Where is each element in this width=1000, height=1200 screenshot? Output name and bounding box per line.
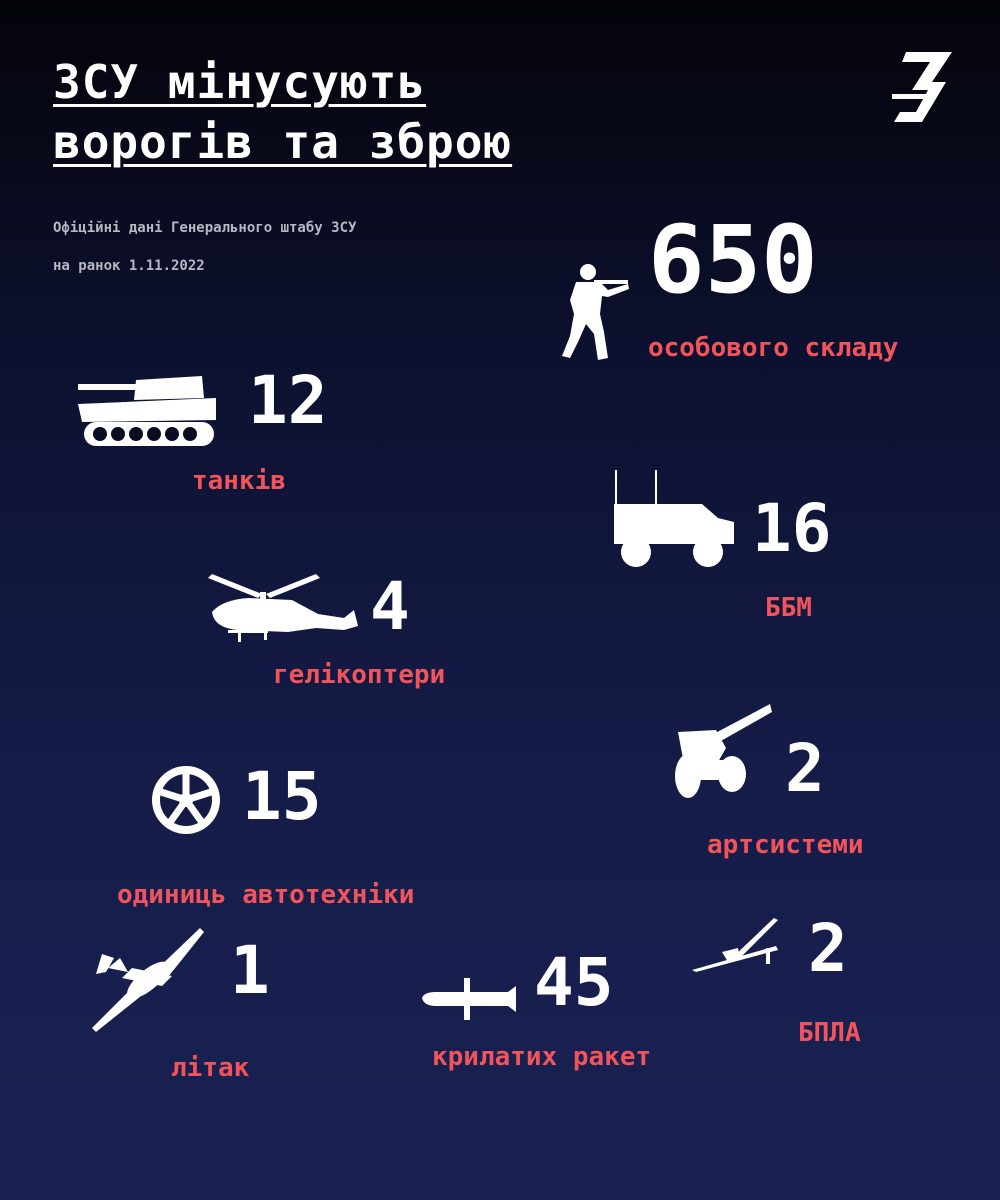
uav-label: БПЛА [798, 1018, 861, 1048]
trident-logo-icon [892, 50, 954, 124]
tanks-value: 12 [248, 362, 328, 439]
missile-icon [422, 976, 516, 1022]
date-text: на ранок 1.11.2022 [53, 258, 205, 274]
page-title [53, 52, 512, 172]
personnel-label: особового складу [648, 333, 899, 363]
title-line-2: ворогів та зброю [53, 115, 513, 169]
personnel-value: 650 [648, 206, 818, 315]
vehicles-value: 15 [242, 758, 322, 835]
soldier-icon [558, 262, 630, 364]
title-line-1: ЗСУ мінусують [53, 55, 427, 109]
vehicles-label: одиниць автотехніки [117, 880, 415, 910]
aircraft-label: літак [171, 1053, 250, 1083]
airplane-icon [92, 928, 204, 1034]
cruise-missiles-value: 45 [534, 944, 614, 1021]
apv-label: ББМ [765, 593, 812, 623]
artillery-icon [672, 704, 774, 800]
artillery-label: артсистеми [707, 830, 864, 860]
wheel-icon [150, 764, 222, 836]
armored-vehicle-icon [612, 470, 736, 570]
aircraft-value: 1 [230, 932, 270, 1009]
cruise-missiles-label: крилатих ракет [432, 1042, 652, 1072]
helicopters-value: 4 [370, 568, 410, 645]
uav-value: 2 [808, 910, 848, 987]
helicopters-label: гелікоптери [273, 660, 446, 690]
apv-value: 16 [752, 490, 832, 567]
source-text: Офіційні дані Генерального штабу ЗСУ [53, 220, 357, 236]
drone-icon [692, 918, 778, 972]
helicopter-icon [208, 574, 360, 642]
tank-icon [78, 372, 218, 448]
tanks-label: танків [192, 466, 286, 496]
artillery-value: 2 [785, 730, 825, 807]
